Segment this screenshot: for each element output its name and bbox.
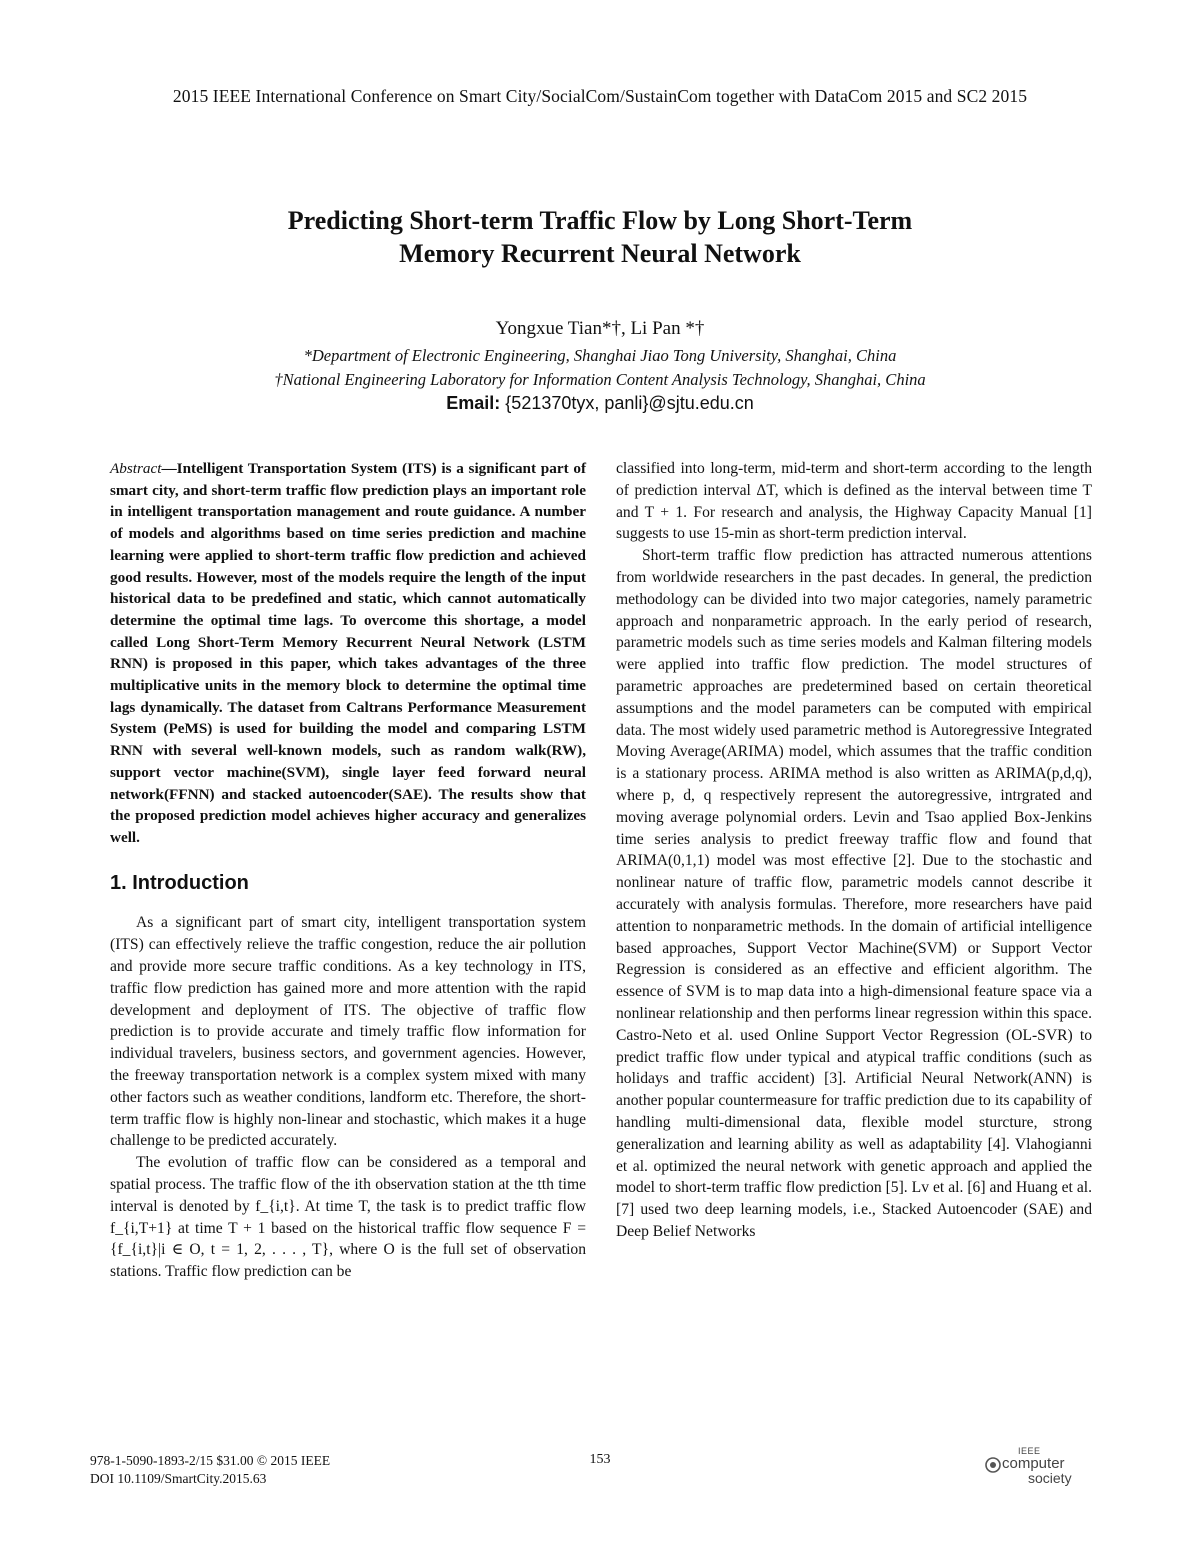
affiliation-1: *Department of Electronic Engineering, Shanghai Jiao Tong University, Shanghai, China xyxy=(303,346,897,365)
conference-header: 2015 IEEE International Conference on Smart City/SocialCom/SustainCom together with DataCom 2015 and SC2 2015 xyxy=(172,86,1028,106)
right-column xyxy=(616,458,1092,1243)
intro-paragraph-3: Short-term traffic flow prediction has attracted numerous attentions from worldwide researchers in the past decades. In general, the prediction methodology can be divided into two major categories, namely parametric approach and nonparametric approach. In the early period of research, parametric models such as time series models and Kalman filtering models were applied into traffic flow prediction. The model structures of parametric approaches are predetermined based on certain theoretical assumptions and the model parameters can be computed with empirical data. The most widely used parametric method is Autoregressive Integrated Moving Average(ARIMA) model, which assumes that the traffic condition is a stationary process. ARIMA method is also written as ARIMA(p,d,q), where p, d, q respectively represent the autoregressive, intrgrated and moving average polynomial orders. Levin and Tsao applied Box-Jenkins time series analysis to predict freeway traffic flow and found that ARIMA(0,1,1) model was most effective [2]. Due to the stochastic and nonlinear nature of traffic flow, parametric models cannot describe it accurately with analysis formulas. Therefore, more researchers have paid attention to nonparametric methods. In the domain of artificial intelligence based approaches, Support Vector Machine(SVM) or Support Vector Regression is considered as an effective and efficient algorithm. The essence of SVM is to map data into a high-dimensional feature space via a nonlinear relationship and then performs linear regression within this space. Castro-Neto et al. used Online Support Vector Regression (OL-SVR) to predict traffic flow under typical and atypical traffic conditions (such as holidays and traffic accident) [3]. Artificial Neural Network(ANN) is another popular countermeasure for traffic prediction due to its capability of handling multi-dimensional data, flexible model sturcture, strong generalization and learning ability as well as adaptability [4]. Vlahogianni et al. optimized the neural network with genetic approach and applied the model to short-term traffic flow prediction [5]. Lv et al. [6] and Huang et al. [7] used two deep learning models, i.e., Stacked Autoencoder (SAE) and Deep Belief Networks xyxy=(616,547,1092,1240)
left-column xyxy=(110,458,586,1283)
abstract xyxy=(110,458,586,849)
intro-paragraph-2: The evolution of traffic flow can be considered as a temporal and spatial process. The traffic flow of the ith observation station at the tth time interval is denoted by f_{i,t}. At time T, the task is to predict traffic flow f_{i,T+1} at time T + 1 based on the historical traffic flow sequence F = {f_{i,t}|i ∈ O, t = 1, 2, . . . , T}, where O is the full set of observation stations. Traffic flow prediction can be xyxy=(110,1154,586,1281)
logo-mark-icon xyxy=(984,1456,1002,1474)
footer-isbn: 978-1-5090-1893-2/15 $31.00 © 2015 IEEE xyxy=(90,1453,331,1468)
logo-society-text: society xyxy=(1028,1470,1072,1486)
title-line-1: Predicting Short-term Traffic Flow by Long Short-Term xyxy=(287,206,913,235)
intro-paragraph-2-continued: classified into long-term, mid-term and short-term according to the length of prediction interval ΔT, which is defined as the interval between time T and T + 1. For research and analysis, the Highway Capacity Manual [1] suggests to use 15-min as short-term prediction interval. xyxy=(616,460,1092,543)
email-label: Email: xyxy=(446,393,501,413)
authors: Yongxue Tian*†, Li Pan *† xyxy=(495,318,705,339)
email-line xyxy=(0,393,1200,414)
computer-society-logo xyxy=(982,1446,1092,1486)
paper-title xyxy=(150,204,1050,270)
logo-computer-text: computer xyxy=(1002,1455,1065,1472)
abstract-label: Abstract xyxy=(110,460,162,477)
logo-ieee-text: IEEE xyxy=(1018,1446,1041,1456)
abstract-text: —Intelligent Transportation System (ITS) is a significant part of smart city, and short-term traffic flow prediction plays an important role in intelligent transportation management and route guidance. A number of models and algorithms based on time series prediction and machine learning were applied to short-term traffic flow prediction and achieved good results. However, most of the models require the length of the input historical data to be predefined and static, which cannot automatically determine the optimal time lags. To overcome this shortage, a model called Long Short-Term Memory Recurrent Neural Network (LSTM RNN) is proposed in this paper, which takes advantages of the three multiplicative units in the memory block to determine the optimal time lags dynamically. The dataset from Caltrans Performance Measurement System (PeMS) is used for building the model and comparing LSTM RNN with several well-known models, such as random walk(RW), support vector machine(SVM), single layer feed forward neural network(FFNN) and stacked autoencoder(SAE). The results show that the proposed prediction model achieves higher accuracy and generalizes well. xyxy=(110,460,586,846)
footer-doi: DOI 10.1109/SmartCity.2015.63 xyxy=(90,1471,267,1486)
page-number: 153 xyxy=(589,1452,611,1467)
section-heading-introduction: 1. Introduction xyxy=(110,871,249,894)
affiliation-2: †National Engineering Laboratory for Information Content Analysis Technology, Shanghai, China xyxy=(274,370,926,389)
intro-paragraph-1: As a significant part of smart city, intelligent transportation system (ITS) can effectively relieve the traffic congestion, reduce the air pollution and provide more secure traffic conditions. As a key technology in ITS, traffic flow prediction has gained more and more attention with the rapid development and deployment of ITS. The objective of traffic flow prediction is to provide accurate and timely traffic flow information for individual travelers, business sectors, and government agencies. However, the freeway transportation network is a complex system mixed with many other factors such as weather conditions, landform etc. Therefore, the short-term traffic flow is highly non-linear and stochastic, which makes it a huge challenge to be predicted accurately. xyxy=(110,914,586,1150)
title-line-2: Memory Recurrent Neural Network xyxy=(399,239,801,268)
footer-publication-info xyxy=(90,1452,330,1488)
email-value: {521370tyx, panli}@sjtu.edu.cn xyxy=(505,393,754,413)
